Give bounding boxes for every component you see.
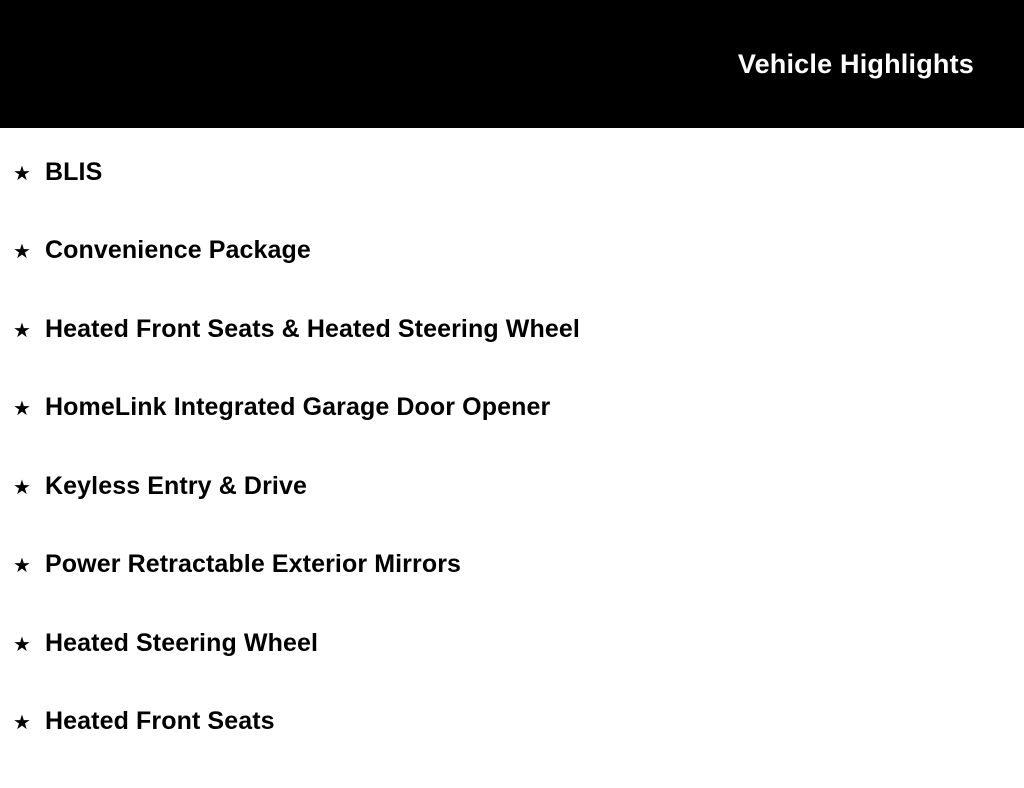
highlight-label: BLIS <box>45 158 103 186</box>
page-title: Vehicle Highlights <box>737 48 974 79</box>
list-item <box>0 128 1024 238</box>
star-icon: ★ <box>13 712 31 734</box>
list-item <box>0 628 1024 710</box>
highlight-label: Heated Front Seats & Heated Steering Wheel <box>45 314 580 343</box>
page-header <box>0 0 1024 128</box>
list-item <box>0 471 1024 553</box>
list-item <box>0 709 1024 788</box>
star-icon: ★ <box>13 555 31 577</box>
star-icon: ★ <box>13 398 31 420</box>
star-icon: ★ <box>13 633 31 656</box>
highlights-list <box>0 128 1024 788</box>
list-item <box>0 552 1024 631</box>
highlight-label: Convenience Package <box>45 236 311 264</box>
highlight-label: Keyless Entry & Drive <box>45 471 307 500</box>
list-item <box>0 395 1024 474</box>
list-item <box>0 314 1024 396</box>
highlight-label: Heated Steering Wheel <box>45 628 318 657</box>
highlight-label: Heated Front Seats <box>45 707 275 735</box>
list-item <box>0 238 1024 317</box>
highlight-label: HomeLink Integrated Garage Door Opener <box>45 393 551 421</box>
star-icon: ★ <box>13 319 31 342</box>
highlight-label: Power Retractable Exterior Mirrors <box>45 550 462 578</box>
star-icon: ★ <box>13 241 31 263</box>
star-icon: ★ <box>13 476 31 499</box>
star-icon: ★ <box>13 163 31 185</box>
